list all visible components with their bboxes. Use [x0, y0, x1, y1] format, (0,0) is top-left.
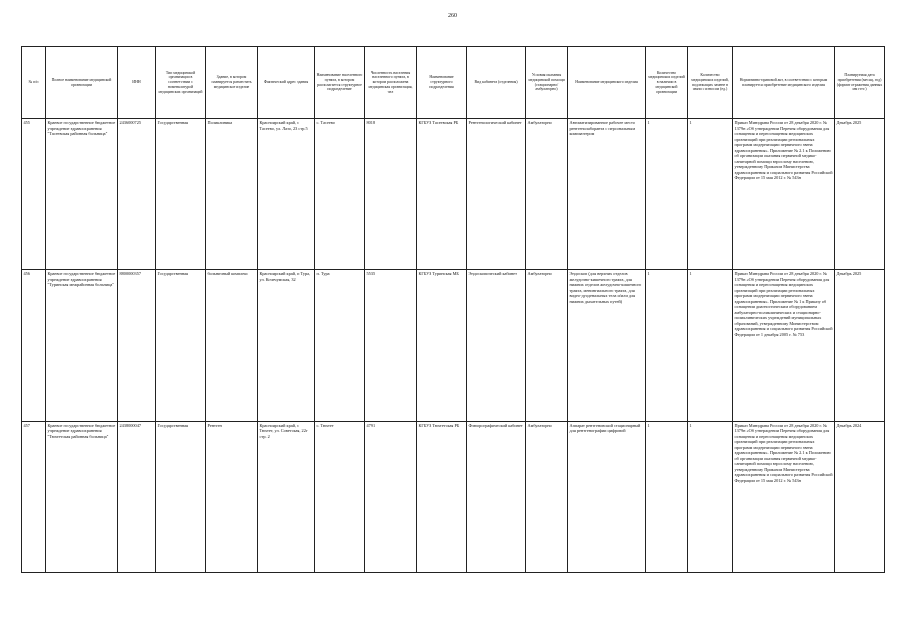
- cell-address: Красноярский край, с Тюхтет, ул. Советская, 22г стр. 2: [258, 421, 315, 572]
- cell-device: Автоматизированное рабочее место рентгенолаборанта с персональным компьютером: [568, 119, 646, 270]
- cell-population: 5535: [365, 270, 417, 421]
- header-unit: Наименование структурного подразделения: [417, 47, 467, 119]
- cell-conditions: Амбулаторно: [526, 270, 568, 421]
- cell-cabinet: Эндоскопический кабинет: [467, 270, 526, 421]
- cell-population: 8018: [365, 119, 417, 270]
- cell-legal-act: Приказ Минздрава России от 28 декабря 2020 г. № 1379н «Об утверждении Перечня оборудования для оснащения и переоснащения медицинских организаций при реализации региональных программ модернизации первичного звена здравоохранения». Приложение № 2.1 к Положению об организации оказания первичной медико-санитарной помощи взрослому населению, утвержденному Приказом Министерства здравоохранения и социального развития Российской Федерации от 15 мая 2012 г. № 543н: [733, 421, 835, 572]
- cell-qty-avail: 1: [646, 421, 688, 572]
- cell-legal-act: Приказ Минздрава России от 28 декабря 2020 г. № 1379н «Об утверждении Перечня оборудования для оснащения и переоснащения медицинских организаций при реализации региональных программ модернизации первичного звена здравоохранения». Приложение № 1 к Приказу об оснащении диагностическим оборудованием амбулаторно-поликлинических и стационарно-поликлинических учреждений муниципальных образований, утвержденному Министерством здравоохранения и социального развития Российской Федерации от 1 декабря 2005 г. № 753: [733, 270, 835, 421]
- cell-date: Декабрь 2025: [835, 270, 885, 421]
- cell-unit: КГБУЗ Тасеевская РБ: [417, 119, 467, 270]
- cell-settlement: с. Тюхтет: [315, 421, 365, 572]
- cell-qty-avail: 1: [646, 270, 688, 421]
- cell-cabinet: Рентгенологический кабинет: [467, 119, 526, 270]
- cell-building: больничный комплекс: [206, 270, 258, 421]
- cell-population: 4791: [365, 421, 417, 572]
- header-qty-avail: Количество медицинских изделий в наличии в медицинской организации: [646, 47, 688, 119]
- cell-org-name: Краевое государственное бюджетное учреждение здравоохранения "Тасеевская районная больница": [46, 119, 118, 270]
- header-org-name: Полное наименование медицинской организации: [46, 47, 118, 119]
- table-row: [22, 119, 885, 270]
- cell-num: 455: [22, 119, 46, 270]
- table-row: [22, 270, 885, 421]
- cell-conditions: Амбулаторно: [526, 119, 568, 270]
- cell-date: Декабрь 2024: [835, 421, 885, 572]
- cell-device: Аппарат рентгеновский стационарный для рентгенографии цифровой: [568, 421, 646, 572]
- header-address: Фактический адрес здания: [258, 47, 315, 119]
- header-population: Численность населения населенного пункта, в котором расположена медицинская организация, чел: [365, 47, 417, 119]
- cell-inn: 2436000725: [118, 119, 156, 270]
- cell-building: Поликлиника: [206, 119, 258, 270]
- page-number: 260: [448, 13, 457, 19]
- header-qty-planned: Количество медицинских изделий, подлежащих замене в связи с износом (ед.): [688, 47, 733, 119]
- header-conditions: Условия оказания медицинской помощи (стационарно/ амбулаторно): [526, 47, 568, 119]
- cell-org-name: Краевое государственное бюджетное учреждение здравоохранения "Туринская межрайонная больница": [46, 270, 118, 421]
- cell-unit: КГБУЗ Тюхтетская РБ: [417, 421, 467, 572]
- header-device: Наименование медицинского изделия: [568, 47, 646, 119]
- cell-conditions: Амбулаторно: [526, 421, 568, 572]
- cell-num: 456: [22, 270, 46, 421]
- cell-qty-avail: 1: [646, 119, 688, 270]
- cell-date: Декабрь 2025: [835, 119, 885, 270]
- cell-address: Красноярский край, п Тура, ул. Кочечумская, 32: [258, 270, 315, 421]
- cell-org-type: Государственная: [156, 270, 206, 421]
- cell-org-type: Государственная: [156, 119, 206, 270]
- cell-unit: КГБУЗ Туринская МБ: [417, 270, 467, 421]
- cell-address: Красноярский край, с Тасеево, ул. Лазо, 23 стр.5: [258, 119, 315, 270]
- cell-num: 457: [22, 421, 46, 572]
- cell-building: Рентген: [206, 421, 258, 572]
- header-legal-act: Нормативно-правовой акт, в соответствии с которым планируется приобретение медицинского изделия: [733, 47, 835, 119]
- table-header-row: [22, 47, 885, 119]
- cell-org-name: Краевое государственное бюджетное учреждение здравоохранения "Тюхтетская районная больница": [46, 421, 118, 572]
- cell-qty-planned: 1: [688, 421, 733, 572]
- cell-qty-planned: 1: [688, 119, 733, 270]
- header-settlement: Наименование населенного пункта, в котором располагается структурное подразделение: [315, 47, 365, 119]
- cell-cabinet: Флюорографический кабинет: [467, 421, 526, 572]
- equipment-table: [21, 46, 885, 573]
- cell-legal-act: Приказ Минздрава России от 28 декабря 2020 г. № 1379н «Об утверждении Перечня оборудования для оснащения и переоснащения медицинских организаций при реализации региональных программ модернизации первичного звена здравоохранения». Приложение № 2.1 к Положению об организации оказания первичной медико-санитарной помощи взрослому населению, утвержденному Приказом Министерства здравоохранения и социального развития Российской Федерации от 15 мая 2012 г. № 543н: [733, 119, 835, 270]
- cell-qty-planned: 1: [688, 270, 733, 421]
- header-org-type: Тип медицинской организации в соответствии с номенклатурой медицинских организаций: [156, 47, 206, 119]
- header-inn: ИНН: [118, 47, 156, 119]
- cell-inn: 2438000047: [118, 421, 156, 572]
- table-row: [22, 421, 885, 572]
- cell-org-type: Государственная: [156, 421, 206, 572]
- cell-device: Эндоскоп (для верхних отделов желудочно-кишечного тракта, для нижних отделов желудочно-кишечного тракта, менингиального тракта, для видео-дуоденальных тела и/или для нижних дыхательных путей): [568, 270, 646, 421]
- cell-settlement: с. Тасеево: [315, 119, 365, 270]
- header-num: № п/п: [22, 47, 46, 119]
- header-building: Здание, в котором планируется разместить медицинское изделие: [206, 47, 258, 119]
- cell-settlement: п. Тура: [315, 270, 365, 421]
- header-cabinet: Вид кабинета (отделения): [467, 47, 526, 119]
- cell-inn: 8800000357: [118, 270, 156, 421]
- header-date: Планируемая дата приобретения (месяц, год) (формат отражения данных мм гггг.): [835, 47, 885, 119]
